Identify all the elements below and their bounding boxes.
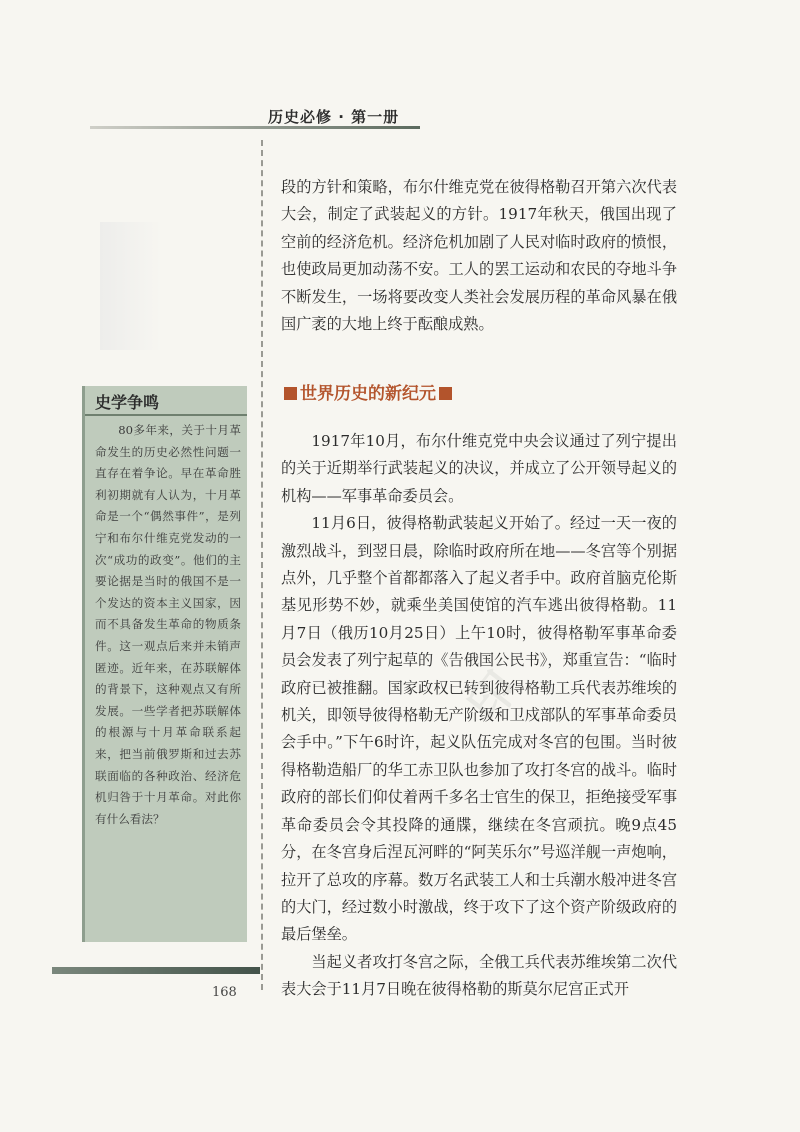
watermark: 印 <box>457 650 537 731</box>
sidebar-paragraph: 80多年来，关于十月革命发生的历史必然性问题一直存在着争论。早在革命胜利初期就有人认为，十月革命是一个“偶然事件”，是列宁和布尔什维克党发动的一次“成功的政变”。他们的主要论据是当时的俄国不是一个发达的资本主义国家，因而不具备发生革命的物质条件。这一观点后来并未销声匿迹。近年来，在苏联解体的背景下，这种观点又有所发展。一些学者把苏联解体的根源与十月革命联系起来，把当前俄罗斯和过去苏联面临的各种政治、经济危机归咎于十月革命。对此你有什么看法？ <box>95 423 241 826</box>
history-debate-sidebar <box>82 386 247 942</box>
faded-margin-image <box>100 222 162 350</box>
paragraph: 1917年10月，布尔什维克党中央会议通过了列宁提出的关于近期举行武装起义的决议，并成立了公开领导起义的机构——军事革命委员会。 <box>281 432 677 505</box>
sidebar-title-rule <box>85 414 247 416</box>
heading-square-icon <box>284 387 297 400</box>
main-text-top <box>281 174 677 338</box>
paragraph: 11月6日，彼得格勒武装起义开始了。经过一天一夜的激烈战斗，到翌日晨，除临时政府所在地——冬宫等个别据点外，几乎整个首都都落入了起义者手中。政府首脑克伦斯基见形势不妙，就乘坐美国使馆的汽车逃出彼得格勒。11月7日（俄历10月25日）上午10时，彼得格勒军事革命委员会发表了列宁起草的《告俄国公民书》，郑重宣告：“临时政府已被推翻。国家政权已转到彼得格勒工兵代表苏维埃的机关，即领导彼得格勒无产阶级和卫戍部队的军事革命委员会手中。”下午6时许，起义队伍完成对冬宫的包围。当时彼得格勒造船厂的华工赤卫队也参加了攻打冬宫的战斗。临时政府的部长们仰仗着两千多名士官生的保卫，拒绝接受军事革命委员会令其投降的通牒，继续在冬宫顽抗。晚9点45分，在冬宫身后涅瓦河畔的“阿芙乐尔”号巡洋舰一声炮响，拉开了总攻的序幕。数万名武装工人和士兵潮水般冲进冬宫的大门，经过数小时激战，终于攻下了这个资产阶级政府的最后堡垒。 <box>281 514 677 944</box>
paragraph: 当起义者攻打冬宫之际，全俄工兵代表苏维埃第二次代表大会于11月7日晚在彼得格勒的斯莫尔尼宫正式开 <box>281 952 677 999</box>
footer-rule <box>52 967 260 974</box>
heading-square-icon <box>439 387 452 400</box>
paragraph-continuation: 段的方针和策略，布尔什维克党在彼得格勒召开第六次代表大会，制定了武装起义的方针。1917年秋天，俄国出现了空前的经济危机。经济危机加剧了人民对临时政府的愤恨，也使政局更加动荡不安。工人的罢工运动和农民的夺地斗争不断发生，一场将要改变人类社会发展历程的革命风暴在俄国广袤的大地上终于酝酿成熟。 <box>281 178 677 334</box>
section-heading <box>281 379 455 403</box>
page-number: 168 <box>212 985 237 1000</box>
running-header-title: 历史必修 · 第一册 <box>268 108 400 126</box>
sidebar-title: 史学争鸣 <box>95 393 160 412</box>
running-header-rule <box>90 126 420 129</box>
section-heading-text: 世界历史的新纪元 <box>300 384 436 404</box>
margin-dashed-divider <box>261 140 263 990</box>
sidebar-body <box>95 420 241 830</box>
